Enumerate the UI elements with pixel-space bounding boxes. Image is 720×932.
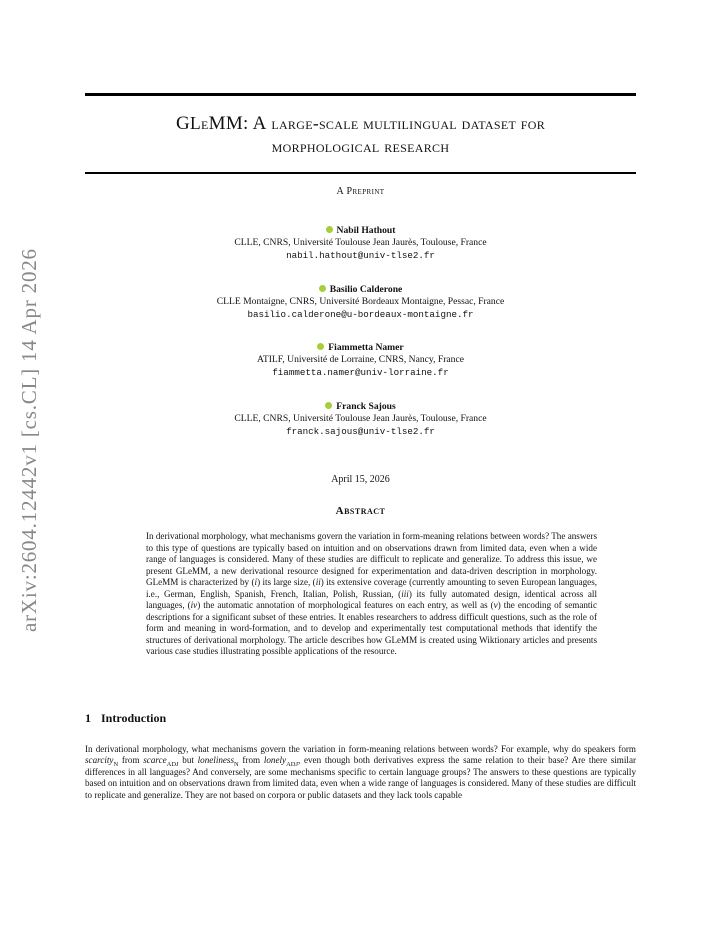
author-name: Nabil Hathout bbox=[336, 225, 396, 236]
introduction-paragraph: In derivational morphology, what mechanisms govern the variation in form-meaning relations between words? For example, why do speakers form scarcity$_N$ from scarce$_{ADJ}$ but loneliness$_N$ from lonely$_{ADJ}$, even though both derivatives express the same relation to their base? Are there similar differences in all languages? And conversely, are some mechanisms specific to certain language groups? The answers to these questions are typically based on intuition and on observations drawn from limited data, even when a wide range of languages is considered. Many of these studies are difficult to replicate and generalize. They are not based on corpora or public datasets and they lack tools capable bbox=[85, 744, 637, 800]
title-g: G bbox=[175, 113, 191, 134]
preprint-label: A Preprint bbox=[336, 186, 385, 197]
author-email[interactable]: fiammetta.namer@univ-lorraine.fr bbox=[272, 366, 449, 378]
author-name: Franck Sajous bbox=[336, 401, 396, 412]
author-name: Basilio Calderone bbox=[329, 284, 403, 295]
title-line2: morphological research bbox=[271, 136, 450, 156]
author-affiliation: CLLE Montaigne, CNRS, Université Bordeaux Montaigne, Pessac, France bbox=[216, 296, 505, 308]
section-title: Introduction bbox=[101, 711, 167, 725]
section-heading bbox=[85, 711, 166, 726]
orcid-icon[interactable] bbox=[319, 285, 326, 292]
author-affiliation: CLLE, CNRS, Université Toulouse Jean Jaurès, Toulouse, France bbox=[234, 413, 487, 425]
title-mm: MM: A bbox=[208, 113, 267, 134]
title-top-rule bbox=[85, 93, 636, 96]
author-affiliation: ATILF, Université de Lorraine, CNRS, Nancy, France bbox=[257, 354, 464, 366]
abstract-text: In derivational morphology, what mechanisms govern the variation in form-meaning relations between words? The answers to this type of questions are typically based on intuition and on observations drawn from limited data, even when a wide range of languages is considered. Many of these studies are difficult to replicate and generalize. To address this issue, we present GLeMM, a new derivational resource designed for experimentation and data-driven description in morphology. GLeMM is characterized by (i) its large size, (ii) its extensive coverage (currently amounting to seven European languages, i.e., German, English, Spanish, French, Italian, Polish, Russian, (iii) its fully automated design, identical across all languages, (iv) the automatic annotation of morphological features on each entry, as well as (v) the encoding of semantic descriptions for a significant subset of these entries. It enables researchers to address difficult questions, such as the role of form and meaning in word-formation, and to develop and experimentally test computational methods that identify the structures of derivational morphology. The article describes how GLeMM is created using Wiktionary articles and presents various case studies illustrating possible applications of the resource. bbox=[146, 531, 598, 656]
section-number: 1 bbox=[85, 711, 91, 725]
author-email[interactable]: nabil.hathout@univ-tlse2.fr bbox=[286, 249, 435, 261]
publication-date: April 15, 2026 bbox=[331, 474, 390, 485]
orcid-icon[interactable] bbox=[317, 343, 324, 350]
abstract-heading: Abstract bbox=[335, 505, 386, 517]
author-block bbox=[85, 225, 636, 262]
arxiv-identifier: arXiv:2604.12442v1 [cs.CL] 14 Apr 2026 bbox=[17, 248, 41, 632]
author-affiliation: CLLE, CNRS, Université Toulouse Jean Jaurès, Toulouse, France bbox=[234, 237, 487, 249]
author-block bbox=[85, 401, 636, 438]
author-block bbox=[85, 342, 636, 379]
orcid-icon[interactable] bbox=[326, 226, 333, 233]
paper-title bbox=[85, 112, 636, 158]
author-block bbox=[85, 284, 636, 321]
author-email[interactable]: franck.sajous@univ-tlse2.fr bbox=[286, 425, 435, 437]
author-name: Fiammetta Namer bbox=[328, 342, 404, 353]
title-rest: large-scale multilingual dataset for bbox=[271, 113, 546, 133]
author-email[interactable]: basilio.calderone@u-bordeaux-montaigne.fr bbox=[247, 308, 474, 320]
title-le: Le bbox=[190, 113, 209, 133]
orcid-icon[interactable] bbox=[325, 402, 332, 409]
title-bottom-rule bbox=[85, 172, 636, 174]
